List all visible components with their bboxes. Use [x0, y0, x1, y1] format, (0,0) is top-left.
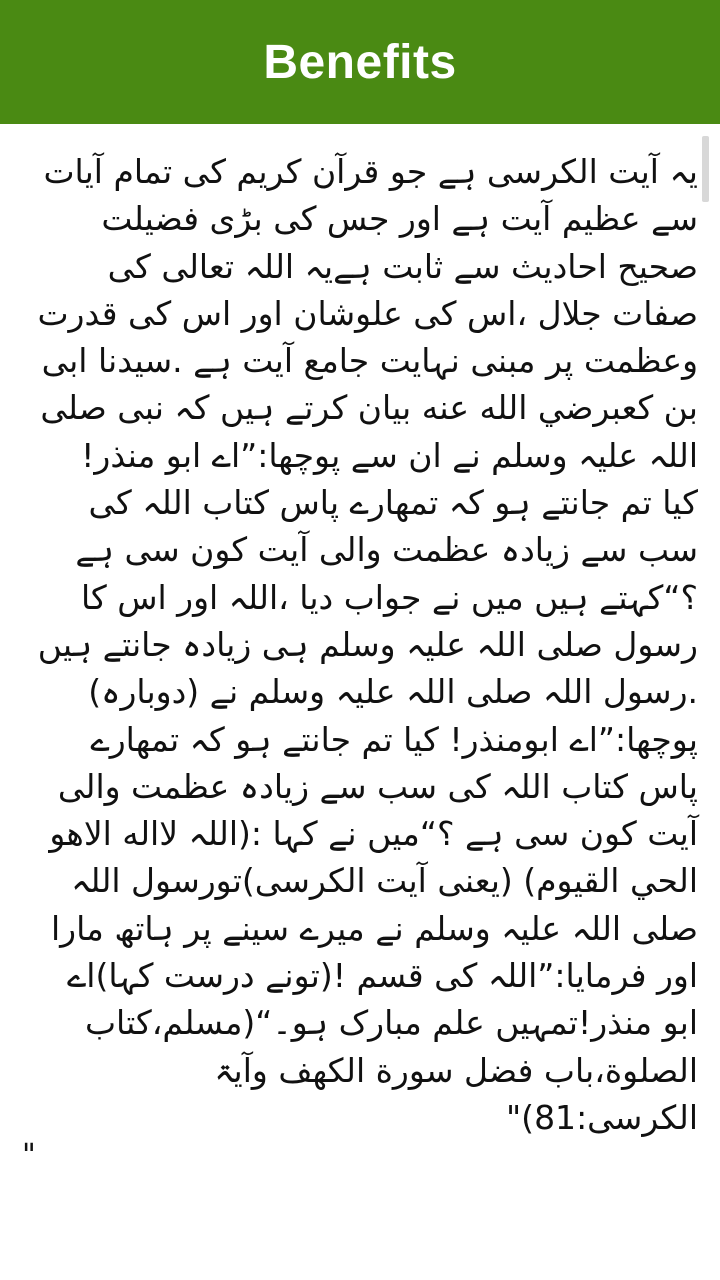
- content-area[interactable]: [0, 124, 720, 1280]
- article-line: صلی اللہ علیہ وسلم نے میرے سینے پر ہاتھ مارا: [51, 908, 698, 948]
- trailing-quote: ": [22, 1138, 36, 1173]
- article-line: ابو منذر!تمہیں علم مبارک ہو۔“(مسلم،کتاب: [84, 1003, 698, 1043]
- article-line: بن کعبرضي الله عنه بیان کرتے ہیں کہ نبی صلی: [40, 388, 698, 428]
- article-line: اور فرمایا:”اللہ کی قسم !(تونے درست کہا)اے: [66, 956, 698, 996]
- article-line: سب سے زیادہ عظمت والی آیت کون سی ہے: [75, 530, 698, 570]
- article-line: ؟“کہتے ہیں میں نے جواب دیا ،اللہ اور اس کا: [80, 577, 698, 617]
- article-line: آیت کون سی ہے ؟“میں نے کہا :(اللہ لااله الاهو: [49, 814, 698, 854]
- article-line: یہ آیت الکرسی ہے جو قرآن کریم کی تمام آیات: [43, 152, 698, 191]
- article-line: صحیح احادیث سے ثابت ہےیہ اللہ تعالی کی: [107, 246, 698, 286]
- article-line: پوچھا:”اے ابومنذر! کیا تم جانتے ہو کہ تمھارے: [90, 719, 698, 759]
- page-title: Benefits: [263, 35, 457, 89]
- article-line: الصلوة،باب فضل سورة الکھف وآیۃ: [214, 1050, 698, 1090]
- article-line: وعظمت پر مبنی نہایت جامع آیت ہے .سیدنا ابی: [41, 341, 698, 381]
- article-line: سے عظیم آیت ہے اور جس کی بڑی فضیلت: [101, 199, 698, 239]
- article-line: اللہ علیہ وسلم نے ان سے پوچھا:”اے ابو منذر!: [81, 435, 698, 475]
- article-line: .رسول اللہ صلی اللہ علیہ وسلم نے (دوبارہ): [88, 672, 698, 712]
- article-line: رسول صلی اللہ علیہ وسلم ہی زیادہ جانتے ہیں: [37, 624, 698, 664]
- benefits-article: [20, 148, 698, 1141]
- app-bar: [0, 0, 720, 124]
- article-line: صفات جلال ،اس کی علوشان اور اس کی قدرت: [37, 293, 698, 333]
- article-line: الکرسی:81)": [506, 1097, 698, 1137]
- scrollbar[interactable]: [702, 136, 709, 202]
- article-line: کیا تم جانتے ہو کہ تمھارے پاس کتاب اللہ کی: [88, 483, 698, 523]
- article-line: الحي القیوم) (یعنی آیت الکرسی)تورسول اللہ: [71, 861, 698, 901]
- article-line: پاس کتاب اللہ کی سب سے زیادہ عظمت والی: [57, 766, 698, 806]
